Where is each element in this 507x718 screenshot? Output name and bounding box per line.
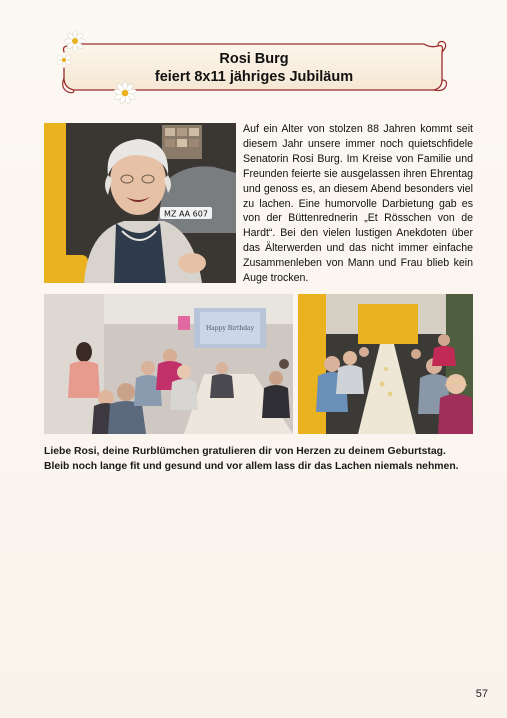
photo-party-table [298, 294, 473, 434]
photo-rosi-portrait [44, 123, 236, 283]
photo-caption [44, 444, 484, 474]
photo-party-room [44, 294, 293, 434]
article-body: Auf ein Alter von stolzen 88 Jahren kommt seit diesem Jahr unsere immer noch quietschfidele Senatorin Rosi Burg. Im Kreise von Familie und Freunden feierte sie ausgelassen ihren Ehrentag und genoss es, an diesem Abend besonders viel zu lachen. Eine humorvolle Darbietung gab es von der Büttenrednerin „Et Rösschen von de Hardt“. Bei den vielen lustigen Anekdoten über das Älterwerden und das nicht immer einfache Zusammenleben von Mann und Frau blieb kein Auge trocken. [243, 123, 473, 285]
title-line-1: Rosi Burg [219, 51, 289, 67]
daisy-icon [64, 30, 86, 52]
title-line-2: feiert 8x11 jähriges Jubiläum [154, 69, 354, 85]
license-plate: MZ AA 607 [164, 209, 208, 219]
caption-line-1: Liebe Rosi, deine Rurblümchen gratulieren dir von Herzen zu deinem Geburtstag. [44, 446, 446, 457]
happy-birthday-banner: Happy Birthday [205, 325, 255, 332]
caption-line-2: Bleib noch lange fit und gesund und vor allem lass dir das Lachen niemals nehmen. [44, 461, 459, 472]
page-number: 57 [475, 688, 488, 700]
daisy-icon [113, 81, 137, 105]
daisy-icon [56, 52, 72, 68]
